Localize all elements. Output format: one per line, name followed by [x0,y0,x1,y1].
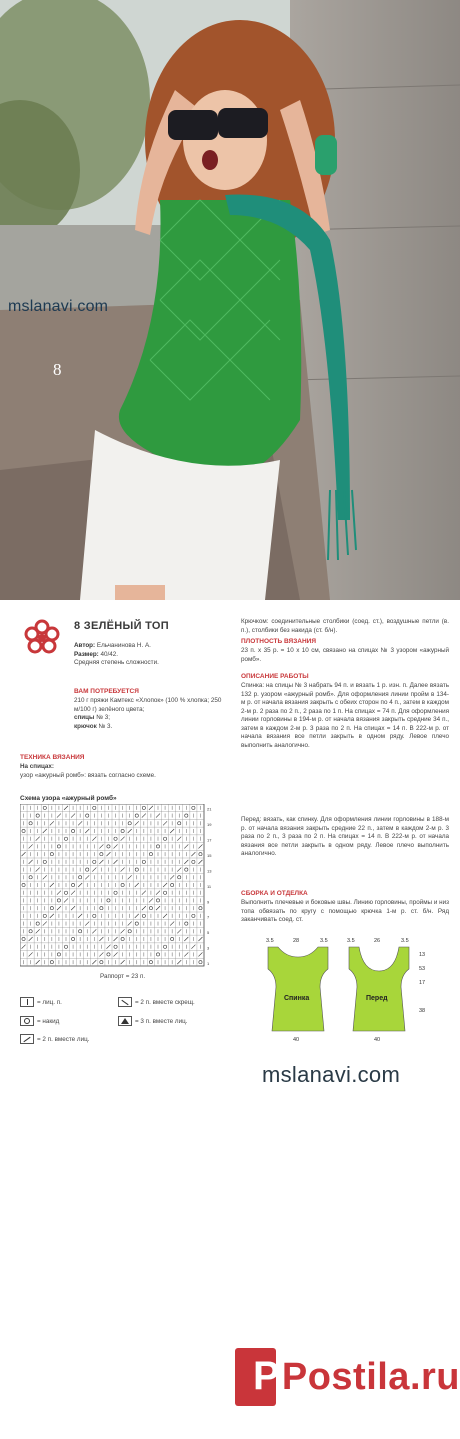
k3tog-symbol-icon [118,1016,132,1026]
dim-back-right: 3.5 [320,938,328,944]
pattern-page [0,600,460,1095]
logo-letter: P [253,1354,280,1398]
dim-front-right: 3.5 [401,938,409,944]
k2tog-symbol-icon [20,1034,34,1044]
back-label: Спинка [284,995,310,1002]
photo [0,0,460,600]
legend-text: = накид [37,1017,60,1025]
legend-item-k3tog [118,1016,187,1026]
technique-heading: ТЕХНИКА ВЯЗАНИЯ [20,754,85,761]
brand-name: Postila.ru [281,1355,460,1398]
hook-value: № 3. [98,722,113,730]
author-name: Ельчанинова Н. А. [96,642,151,649]
front-text: Перед: вязать, как спинку. Для оформления линии горловины в 188-м р. от начала вязания закрыть средние 22 п., затем в каждом 2-м р. 3 раза по 2 п., 3 раза по 2 п. На спицах = 14 п. В 222-м р. от начала вязания все петли закрыть в одном ряду. Левое плечо выполнить аналогично. [241,816,449,857]
size-label: Размер: [74,650,99,658]
knit-symbol-icon [20,997,34,1007]
hook-stitches-text: Крючком: соединительные столбики (соед. ст.), воздушные петли (в. п.), столбики без накида (ст. б/н). [241,618,449,634]
legend-text: = 2 п. вместе лиц. [37,1035,90,1043]
legend-text: = лиц. п. [37,998,62,1006]
legend-item-knit [20,997,62,1007]
front-label: Перед [366,995,388,1002]
chart-row-number: 9 [207,899,210,905]
dim-side-3: 17 [419,980,426,986]
needles-value: № 3; [96,714,110,722]
dim-side-2: 53 [419,966,426,972]
dim-front-width: 40 [374,1037,381,1043]
technique-body [20,763,220,780]
dim-side-4: 38 [419,1008,426,1014]
yarn-text: 210 г пряжи Камтекс «Хлопок» (100 % хлопка; 250 м/100 г) зелёного цвета; [74,697,222,713]
gauge-heading: ПЛОТНОСТЬ ВЯЗАНИЯ [241,638,316,645]
legend-item-k2tog [20,1034,89,1044]
assembly-heading: СБОРКА И ОТДЕЛКА [241,890,308,897]
flower-icon [22,618,62,658]
meta-block [74,642,224,668]
dim-side-1: 13 [419,952,426,958]
chart-row-number: 15 [207,853,212,858]
dim-front-neck: 26 [374,938,381,944]
author-label: Автор: [74,642,96,649]
postila-brand[interactable] [235,1347,460,1407]
front-schematic [343,935,415,1043]
knitting-chart [20,804,216,972]
technique-sub: На спицах: [20,763,55,770]
chart-row-number: 5 [207,930,210,936]
chart-row-number: 1 [207,961,210,966]
rapport-text: Раппорт = 23 п. [100,973,146,980]
assembly-text: Выполнить плечевые и боковые швы. Линию горловины, проймы и низ топа обвязать по кругу с помощью крючка 1-м р. ст. б/н. Ряд заканчивать соед. ст. [241,899,449,923]
photo-watermark: mslanavi.com [8,298,109,315]
chart-row-number: 7 [207,914,210,920]
technique-text: узор «ажурный ромб»: вязать согласно схеме. [20,771,156,779]
dim-front-left: 3.5 [347,938,355,944]
work-text: Спинка: на спицы № 3 набрать 94 п. и вязать 1 р. изн. п. Далее вязать 132 р. узором «ажурный ромб». Для оформления линии пройм в 134-м р. от начала вязания закрыть с обеих сторон по 4 п., затем в каждом 2-м р. 2 раза по 2 п., 2 раза по 1 п. На спицах = 74 п. Для оформления линии горловины в 194-м р. от начала вязания закрыть средние 34 п., затем в каждом 2-м р. 3 раза по 2 п. На спицах = 14 п. В 222-м р. от начала вязания все петли закрыть в одном ряду. Левое плечо выполнить аналогично. [241,682,449,749]
yarn-over-symbol-icon [20,1016,34,1026]
chart-row-number: 21 [207,806,212,812]
needles-label: спицы [74,714,95,722]
work-heading: ОПИСАНИЕ РАБОТЫ [241,673,309,680]
materials-body [74,697,224,731]
legend-item-ssk [118,997,195,1007]
legend-text: = 2 п. вместе скрещ. [135,998,195,1006]
chart-row-number: 3 [207,945,210,951]
size-value: 40/42. [100,650,119,658]
back-schematic [262,935,334,1043]
legend-item-yarn-over [20,1016,59,1026]
dim-back-neck: 28 [293,938,300,944]
dim-back-width: 40 [293,1037,300,1043]
difficulty: Средняя степень сложности. [74,659,159,667]
chart-row-number: 19 [207,822,212,828]
chart-row-number: 13 [207,868,212,874]
postila-logo-icon [235,1348,280,1406]
materials-heading: ВАМ ПОТРЕБУЕТСЯ [74,688,139,695]
hook-label: крючок [74,722,97,730]
page-watermark: mslanavi.com [262,1062,401,1087]
chart-row-number: 17 [207,837,212,843]
ssk-symbol-icon [118,997,132,1007]
gauge-text: 23 п. х 35 р. = 10 х 10 см, связано на спицах № 3 узором «ажурный ромб». [241,647,449,663]
page-number: 8 [53,360,62,379]
chart-row-number: 11 [207,883,212,889]
dim-back-left: 3.5 [266,938,274,944]
legend-text: = 3 п. вместе лиц. [135,1017,188,1025]
pattern-title: 8 ЗЕЛЁНЫЙ ТОП [74,620,169,632]
scheme-heading: Схема узора «ажурный ромб» [20,795,117,802]
